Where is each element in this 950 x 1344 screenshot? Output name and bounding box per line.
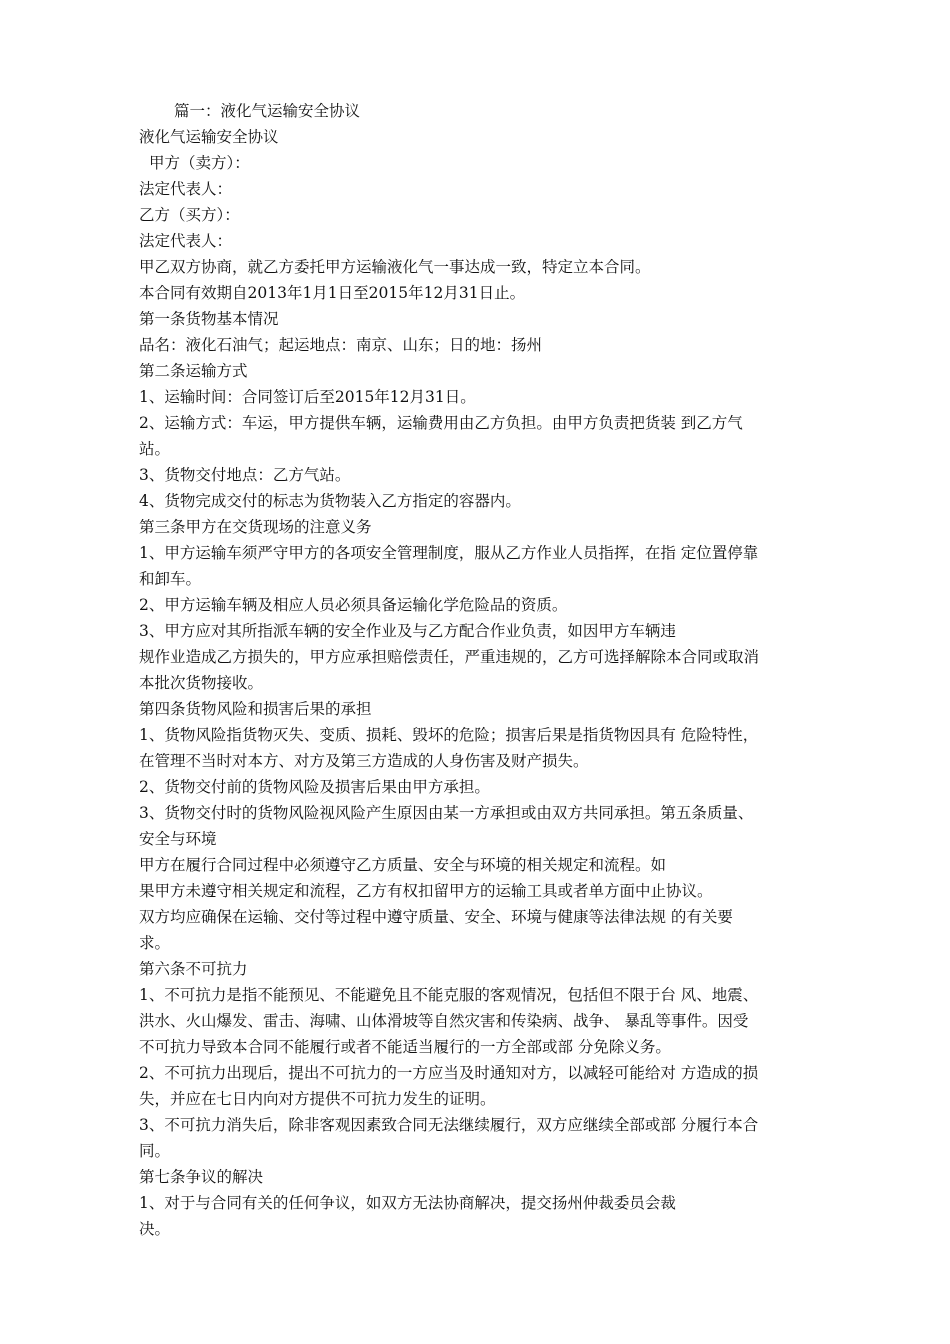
preamble-line: 甲乙双方协商，就乙方委托甲方运输液化气一事达成一致，特定立本合同。	[139, 258, 651, 276]
article-3-heading: 第三条甲方在交货现场的注意义务	[139, 518, 372, 536]
article-2-line: 4、货物完成交付的标志为货物装入乙方指定的容器内。	[139, 492, 521, 510]
article-6-line: 洪水、火山爆发、雷击、海啸、山体滑坡等自然灾害和传染病、战争、 暴乱等事件。因受	[139, 1012, 749, 1030]
article-2-heading: 第二条运输方式	[139, 362, 248, 380]
article-4-line: 1、货物风险指货物灭失、变质、损耗、毁坏的危险；损害后果是指货物因具有 危险特性，	[139, 726, 759, 744]
document-heading: 篇一：液化气运输安全协议	[174, 102, 361, 120]
article-4-line: 2、货物交付前的货物风险及损害后果由甲方承担。	[139, 778, 490, 796]
article-4-line: 在管理不当时对本方、对方及第三方造成的人身伤害及财产损失。	[139, 752, 589, 770]
article-6-heading: 第六条不可抗力	[139, 960, 248, 978]
article-3-line: 1、甲方运输车须严守甲方的各项安全管理制度，服从乙方作业人员指挥，在指 定位置停靠	[139, 544, 759, 562]
article-5-line: 求。	[139, 934, 171, 952]
article-6-line: 1、不可抗力是指不能预见、不能避免且不能克服的客观情况，包括但不限于台 风、地震、	[139, 986, 759, 1004]
article-3-line: 2、甲方运输车辆及相应人员必须具备运输化学危险品的资质。	[139, 596, 568, 614]
article-2-line: 1、运输时间：合同签订后至2015年12月31日。	[139, 388, 476, 406]
article-7-line: 1、对于与合同有关的任何争议，如双方无法协商解决，提交扬州仲裁委员会裁	[139, 1194, 676, 1212]
article-7-line: 决。	[139, 1220, 171, 1238]
party-a-representative: 法定代表人：	[139, 180, 233, 198]
article-2-line: 站。	[139, 440, 171, 458]
article-3-line: 和卸车。	[139, 570, 202, 588]
document-body	[139, 98, 829, 1242]
article-6-line: 不可抗力导致本合同不能履行或者不能适当履行的一方全部或部 分免除义务。	[139, 1038, 671, 1056]
validity-line: 本合同有效期自2013年1月1日至2015年12月31日止。	[139, 284, 526, 302]
article-6-line: 2、不可抗力出现后，提出不可抗力的一方应当及时通知对方，以减轻可能给对 方造成的损	[139, 1064, 759, 1082]
article-3-line: 规作业造成乙方损失的，甲方应承担赔偿责任，严重违规的，乙方可选择解除本合同或取消	[139, 648, 760, 666]
article-3-line: 3、甲方应对其所指派车辆的安全作业及与乙方配合作业负责，如因甲方车辆违	[139, 622, 676, 640]
article-6-line: 失，并应在七日内向对方提供不可抗力发生的证明。	[139, 1090, 496, 1108]
article-6-line: 同。	[139, 1142, 171, 1160]
article-1-line: 品名：液化石油气；起运地点：南京、山东；日的地：扬州	[139, 336, 543, 354]
article-6-line: 3、不可抗力消失后，除非客观因素致合同无法继续履行，双方应继续全部或部 分履行本合	[139, 1116, 759, 1134]
article-7-heading: 第七条争议的解决	[139, 1168, 264, 1186]
article-5-line: 果甲方未遵守相关规定和流程，乙方有权扣留甲方的运输工具或者单方面中止协议。	[139, 882, 713, 900]
party-a-label: 甲方（卖方）：	[149, 154, 250, 172]
article-2-line: 3、货物交付地点：乙方气站。	[139, 466, 351, 484]
article-2-line: 2、运输方式：车运，甲方提供车辆，运输费用由乙方负担。由甲方负责把货装 到乙方气	[139, 414, 743, 432]
article-4-line: 3、货物交付时的货物风险视风险产生原因由某一方承担或由双方共同承担。第五条质量、	[139, 804, 754, 822]
party-b-label: 乙方（买方）：	[139, 206, 240, 224]
article-3-line: 本批次货物接收。	[139, 674, 264, 692]
article-5-line: 甲方在履行合同过程中必须遵守乙方质量、安全与环境的相关规定和流程。如	[139, 856, 667, 874]
party-b-representative: 法定代表人：	[139, 232, 233, 250]
article-4-heading: 第四条货物风险和损害后果的承担	[139, 700, 372, 718]
article-5-line: 安全与环境	[139, 830, 217, 848]
contract-title: 液化气运输安全协议	[139, 128, 279, 146]
article-1-heading: 第一条货物基本情况	[139, 310, 279, 328]
article-5-line: 双方均应确保在运输、交付等过程中遵守质量、安全、环境与健康等法律法规 的有关要	[139, 908, 733, 926]
